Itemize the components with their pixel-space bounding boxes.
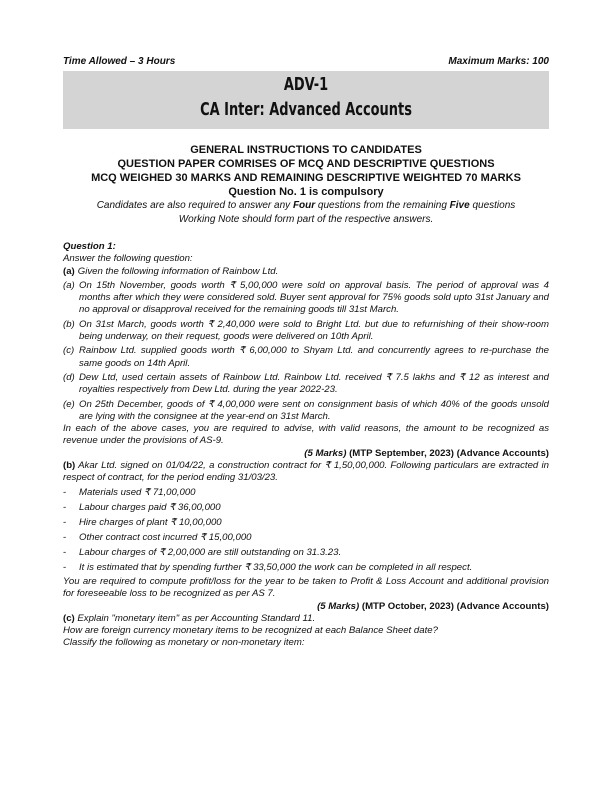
title-banner bbox=[63, 71, 549, 129]
part-c-line-3: Classify the following as monetary or non-monetary item: bbox=[63, 637, 305, 649]
part-a-item-label: (c) bbox=[63, 345, 75, 357]
question-intro: Answer the following question: bbox=[63, 253, 193, 265]
instructions-heading: GENERAL INSTRUCTIONS TO CANDIDATES bbox=[190, 144, 422, 156]
part-a-item-text: On 31st March, goods worth ₹ 2,40,000 were sold to Bright Ltd. but due to refurnishing of their show-room being underway, on their request, goods were delivered on 10th April. bbox=[79, 318, 549, 343]
paper-title: CA Inter: Advanced Accounts bbox=[200, 99, 412, 120]
part-a-intro bbox=[63, 266, 549, 278]
part-a-item bbox=[63, 345, 549, 370]
part-a-closing: In each of the above cases, you are required to advise, with valid reasons, the amount to be recognized as revenue under the provisions of AS-9. bbox=[63, 423, 549, 447]
part-b-item bbox=[63, 487, 549, 499]
part-b-marks bbox=[63, 601, 549, 613]
part-b-item bbox=[63, 532, 549, 544]
instr-4e: questions bbox=[469, 200, 516, 211]
list-dash: - bbox=[63, 517, 67, 529]
part-a-marks bbox=[63, 448, 549, 460]
part-a-item bbox=[63, 372, 549, 397]
part-a-marks-value: (5 Marks) bbox=[304, 447, 347, 459]
instr-4c: questions from the remaining bbox=[315, 200, 450, 211]
top-line bbox=[63, 56, 549, 67]
maximum-marks: Maximum Marks: 100 bbox=[448, 56, 549, 67]
part-a-marks-source: (MTP September, 2023) (Advance Accounts) bbox=[346, 447, 549, 459]
part-a-item-label: (e) bbox=[63, 398, 75, 410]
part-c-line-2: How are foreign currency monetary items to be recognized at each Balance Sheet date? bbox=[63, 625, 438, 637]
instructions-line-1: QUESTION PAPER COMRISES OF MCQ AND DESCRIPTIVE QUESTIONS bbox=[117, 158, 495, 170]
question-1 bbox=[63, 241, 549, 650]
list-dash: - bbox=[63, 487, 67, 499]
part-b-item-text: Hire charges of plant ₹ 10,00,000 bbox=[79, 517, 222, 529]
part-b-item-text: It is estimated that by spending further ₹ 33,50,000 the work can be completed in all respect. bbox=[79, 561, 473, 573]
question-title: Question 1: bbox=[63, 241, 116, 252]
part-b-item-text: Labour charges paid ₹ 36,00,000 bbox=[79, 502, 221, 514]
list-dash: - bbox=[63, 531, 67, 543]
general-instructions bbox=[63, 143, 549, 227]
list-dash: - bbox=[63, 546, 67, 558]
part-b-label: (b) bbox=[63, 460, 76, 472]
part-b-closing: You are required to compute profit/loss for the year to be taken to Profit & Loss Account and additional provision for foreseeable loss to be recognized as per AS 7. bbox=[63, 575, 549, 600]
instructions-line-2: MCQ WEIGHED 30 MARKS AND REMAINING DESCRIPTIVE WEIGHTED 70 MARKS bbox=[91, 172, 521, 184]
part-b-items bbox=[63, 487, 549, 574]
part-c-line-1 bbox=[63, 613, 549, 625]
part-b-intro-text: Akar Ltd. signed on 01/04/22, a construction contract for ₹ 1,50,00,000. Following particulars are extracted in respect of contract, for the period ending 31/03/23. bbox=[63, 460, 549, 484]
part-a-item bbox=[63, 280, 549, 317]
part-a-items bbox=[63, 280, 549, 423]
instructions-line-3: Question No. 1 is compulsory bbox=[228, 186, 384, 198]
part-b-item bbox=[63, 517, 549, 529]
exam-page bbox=[63, 56, 549, 650]
part-b-item bbox=[63, 547, 549, 559]
list-dash: - bbox=[63, 502, 67, 514]
part-b-item-text: Labour charges of ₹ 2,00,000 are still outstanding on 31.3.23. bbox=[79, 546, 342, 558]
part-b-item bbox=[63, 562, 549, 574]
part-a-intro-text: Given the following information of Rainbow Ltd. bbox=[77, 265, 279, 277]
part-b-item-text: Materials used ₹ 71,00,000 bbox=[79, 487, 196, 499]
instr-4d: Five bbox=[449, 200, 470, 211]
part-a-item bbox=[63, 319, 549, 344]
part-a-item-label: (a) bbox=[63, 279, 75, 291]
part-a-item-text: Rainbow Ltd. supplied goods worth ₹ 6,00,000 to Shyam Ltd. and concurrently agrees to re-purchase the same goods on 14th April. bbox=[79, 345, 549, 369]
part-a-item-text: Dew Ltd, used certain assets of Rainbow Ltd. Rainbow Ltd. received ₹ 7.5 lakhs and ₹ 12 as interest and royalties respectively from Dew Ltd. during the year 2022-23. bbox=[79, 371, 549, 396]
part-b-item-text: Other contract cost incurred ₹ 15,00,000 bbox=[79, 531, 252, 543]
part-c-line-1-text: Explain "monetary item" as per Accounting Standard 11. bbox=[74, 612, 316, 624]
part-a-item-text: On 15th November, goods worth ₹ 5,00,000 were sold on approval basis. The period of approval was 4 months after which they were considered sold. Buyer sent approval for 75% goods sold upto 31st January and no approval or disapproval received for the remaining goods till 31st March. bbox=[79, 279, 549, 316]
part-a-item-text: On 25th December, goods of ₹ 4,00,000 were sent on consignment basis of which 40% of the goods unsold are lying with the consignee at the year-end on 31st March. bbox=[79, 398, 549, 422]
instr-4b: Four bbox=[292, 200, 316, 211]
instr-4a: Candidates are also required to answer any bbox=[96, 200, 293, 211]
part-a-item-label: (d) bbox=[63, 371, 75, 383]
instructions-line-5: Working Note should form part of the respective answers. bbox=[178, 214, 434, 225]
part-c-label: (c) bbox=[63, 612, 75, 624]
part-b-marks-source: (MTP October, 2023) (Advance Accounts) bbox=[359, 600, 549, 612]
list-dash: - bbox=[63, 561, 67, 573]
instructions-line-4 bbox=[63, 199, 549, 213]
part-a-item-label: (b) bbox=[63, 318, 75, 330]
part-b-intro bbox=[63, 460, 549, 485]
part-a-item bbox=[63, 399, 549, 424]
paper-code: ADV-1 bbox=[283, 74, 329, 95]
part-b-marks-value: (5 Marks) bbox=[317, 600, 360, 612]
part-b-item bbox=[63, 502, 549, 514]
time-allowed: Time Allowed – 3 Hours bbox=[63, 56, 176, 67]
part-a-label: (a) bbox=[63, 265, 75, 277]
